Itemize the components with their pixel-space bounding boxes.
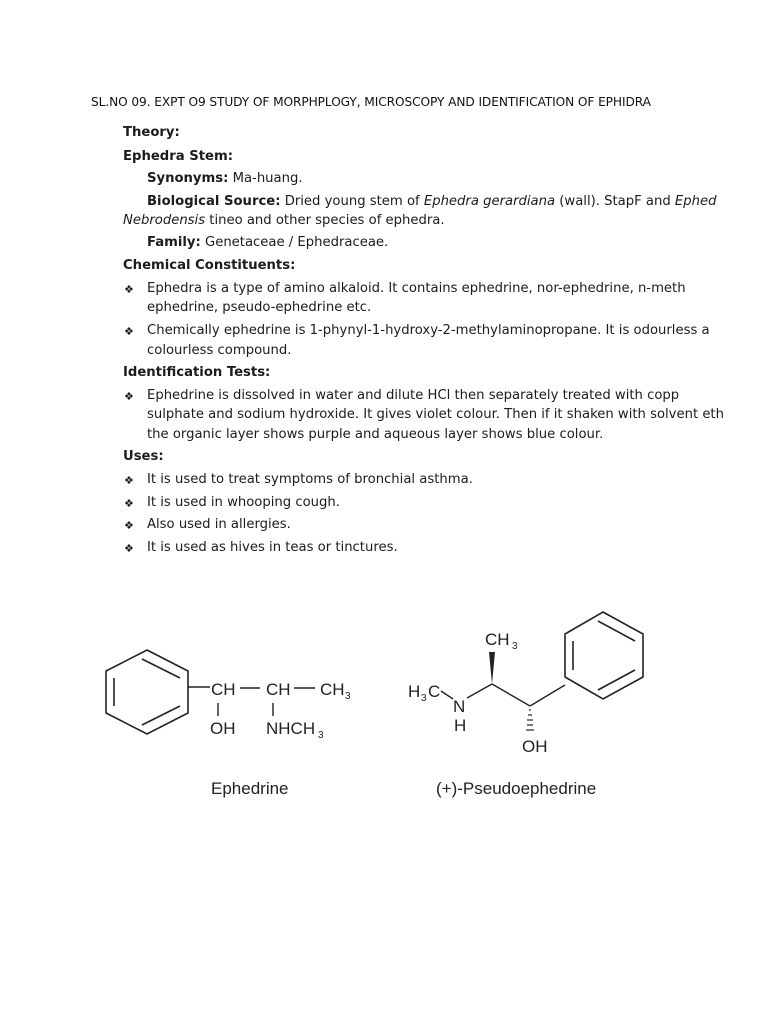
bio-source-text-1: Dried young stem of xyxy=(280,194,424,209)
pseudo-h3c-sub: 3 xyxy=(421,693,427,704)
bio-source-species-2-rest: Nebrodensis xyxy=(123,213,206,228)
pseudo-oh: OH xyxy=(522,737,548,756)
chemical-item-2-line-1: Chemically ephedrine is 1-phynyl-1-hydroxy-2-methylaminopropane. It is odourless a xyxy=(147,323,710,338)
chemical-item-2-line-2: colourless compound. xyxy=(147,343,292,358)
synonyms-value: Ma-huang. xyxy=(228,171,303,186)
hashed-bond xyxy=(526,710,534,730)
bullet-icon: ❖ xyxy=(124,474,134,487)
ephedrine-n-subscript: 3 xyxy=(318,730,324,741)
bio-source-species-2: Ephed xyxy=(674,194,717,209)
uses-item: Also used in allergies. xyxy=(147,517,291,532)
page-heading: SL.NO 09. EXPT O9 STUDY OF MORPHPLOGY, MICROSCOPY AND IDENTIFICATION OF EPHIDRA xyxy=(91,95,651,109)
bond-line xyxy=(530,685,565,706)
benzene-ring-icon xyxy=(565,612,643,699)
bullet-icon: ❖ xyxy=(124,325,134,338)
identification-line-2: sulphate and sodium hydroxide. It gives violet colour. Then if it shaken with solvent eth xyxy=(147,407,724,422)
ephedrine-nhch: NHCH xyxy=(266,719,316,738)
ephedrine-oh: OH xyxy=(210,719,236,738)
stem-label: Ephedra Stem: xyxy=(123,149,233,164)
chemical-label: Chemical Constituents: xyxy=(123,258,296,273)
chemical-item-1-line-1: Ephedra is a type of amino alkaloid. It contains ephedrine, nor-ephedrine, n-meth xyxy=(147,281,686,296)
ephedrine-caption: Ephedrine xyxy=(211,779,289,798)
bond-line xyxy=(492,684,530,706)
ephedrine-subscript: 3 xyxy=(345,691,351,702)
ephedrine-ch-3: CH xyxy=(320,680,345,699)
family-label: Family: xyxy=(147,235,201,250)
ephedrine-ch-2: CH xyxy=(266,680,291,699)
pseudo-h3c-c: C xyxy=(428,682,441,701)
pseudo-n: N xyxy=(453,697,466,716)
bio-source-species-1: Ephedra gerardiana xyxy=(423,194,556,209)
uses-label: Uses: xyxy=(123,449,164,464)
bond-line xyxy=(441,691,453,699)
pseudoephedrine-caption: (+)-Pseudoephedrine xyxy=(436,779,597,798)
uses-item: It is used as hives in teas or tinctures. xyxy=(147,540,398,555)
wedge-bond xyxy=(489,652,495,684)
synonyms-label: Synonyms: xyxy=(147,171,229,186)
pseudo-ch: CH xyxy=(485,630,510,649)
identification-label: Identification Tests: xyxy=(123,365,271,380)
bio-source-label: Biological Source: xyxy=(147,194,281,209)
pseudo-ch-subscript: 3 xyxy=(512,641,518,652)
ephedrine-ch-1: CH xyxy=(211,680,236,699)
uses-item: It is used to treat symptoms of bronchial asthma. xyxy=(147,472,473,487)
pseudo-h3c-h: H xyxy=(408,682,421,701)
identification-line-1: Ephedrine is dissolved in water and dilute HCl then separately treated with copp xyxy=(147,388,680,403)
identification-line-3: the organic layer shows purple and aqueous layer shows blue colour. xyxy=(147,427,604,442)
bond-line xyxy=(467,684,492,698)
bullet-icon: ❖ xyxy=(124,390,134,403)
theory-label: Theory: xyxy=(123,125,180,140)
family-value: Genetaceae / Ephedraceae. xyxy=(200,235,389,250)
bullet-icon: ❖ xyxy=(124,283,134,296)
bio-source-text-2: (wall). StapF and xyxy=(555,194,675,209)
bullet-icon: ❖ xyxy=(124,519,134,532)
bullet-icon: ❖ xyxy=(124,542,134,555)
pseudo-h: H xyxy=(454,716,467,735)
chemical-item-1-line-2: ephedrine, pseudo-ephedrine etc. xyxy=(147,300,372,315)
uses-item: It is used in whooping cough. xyxy=(147,495,340,510)
bullet-icon: ❖ xyxy=(124,497,134,510)
bio-source-text-3: tineo and other species of ephedra. xyxy=(205,213,445,228)
